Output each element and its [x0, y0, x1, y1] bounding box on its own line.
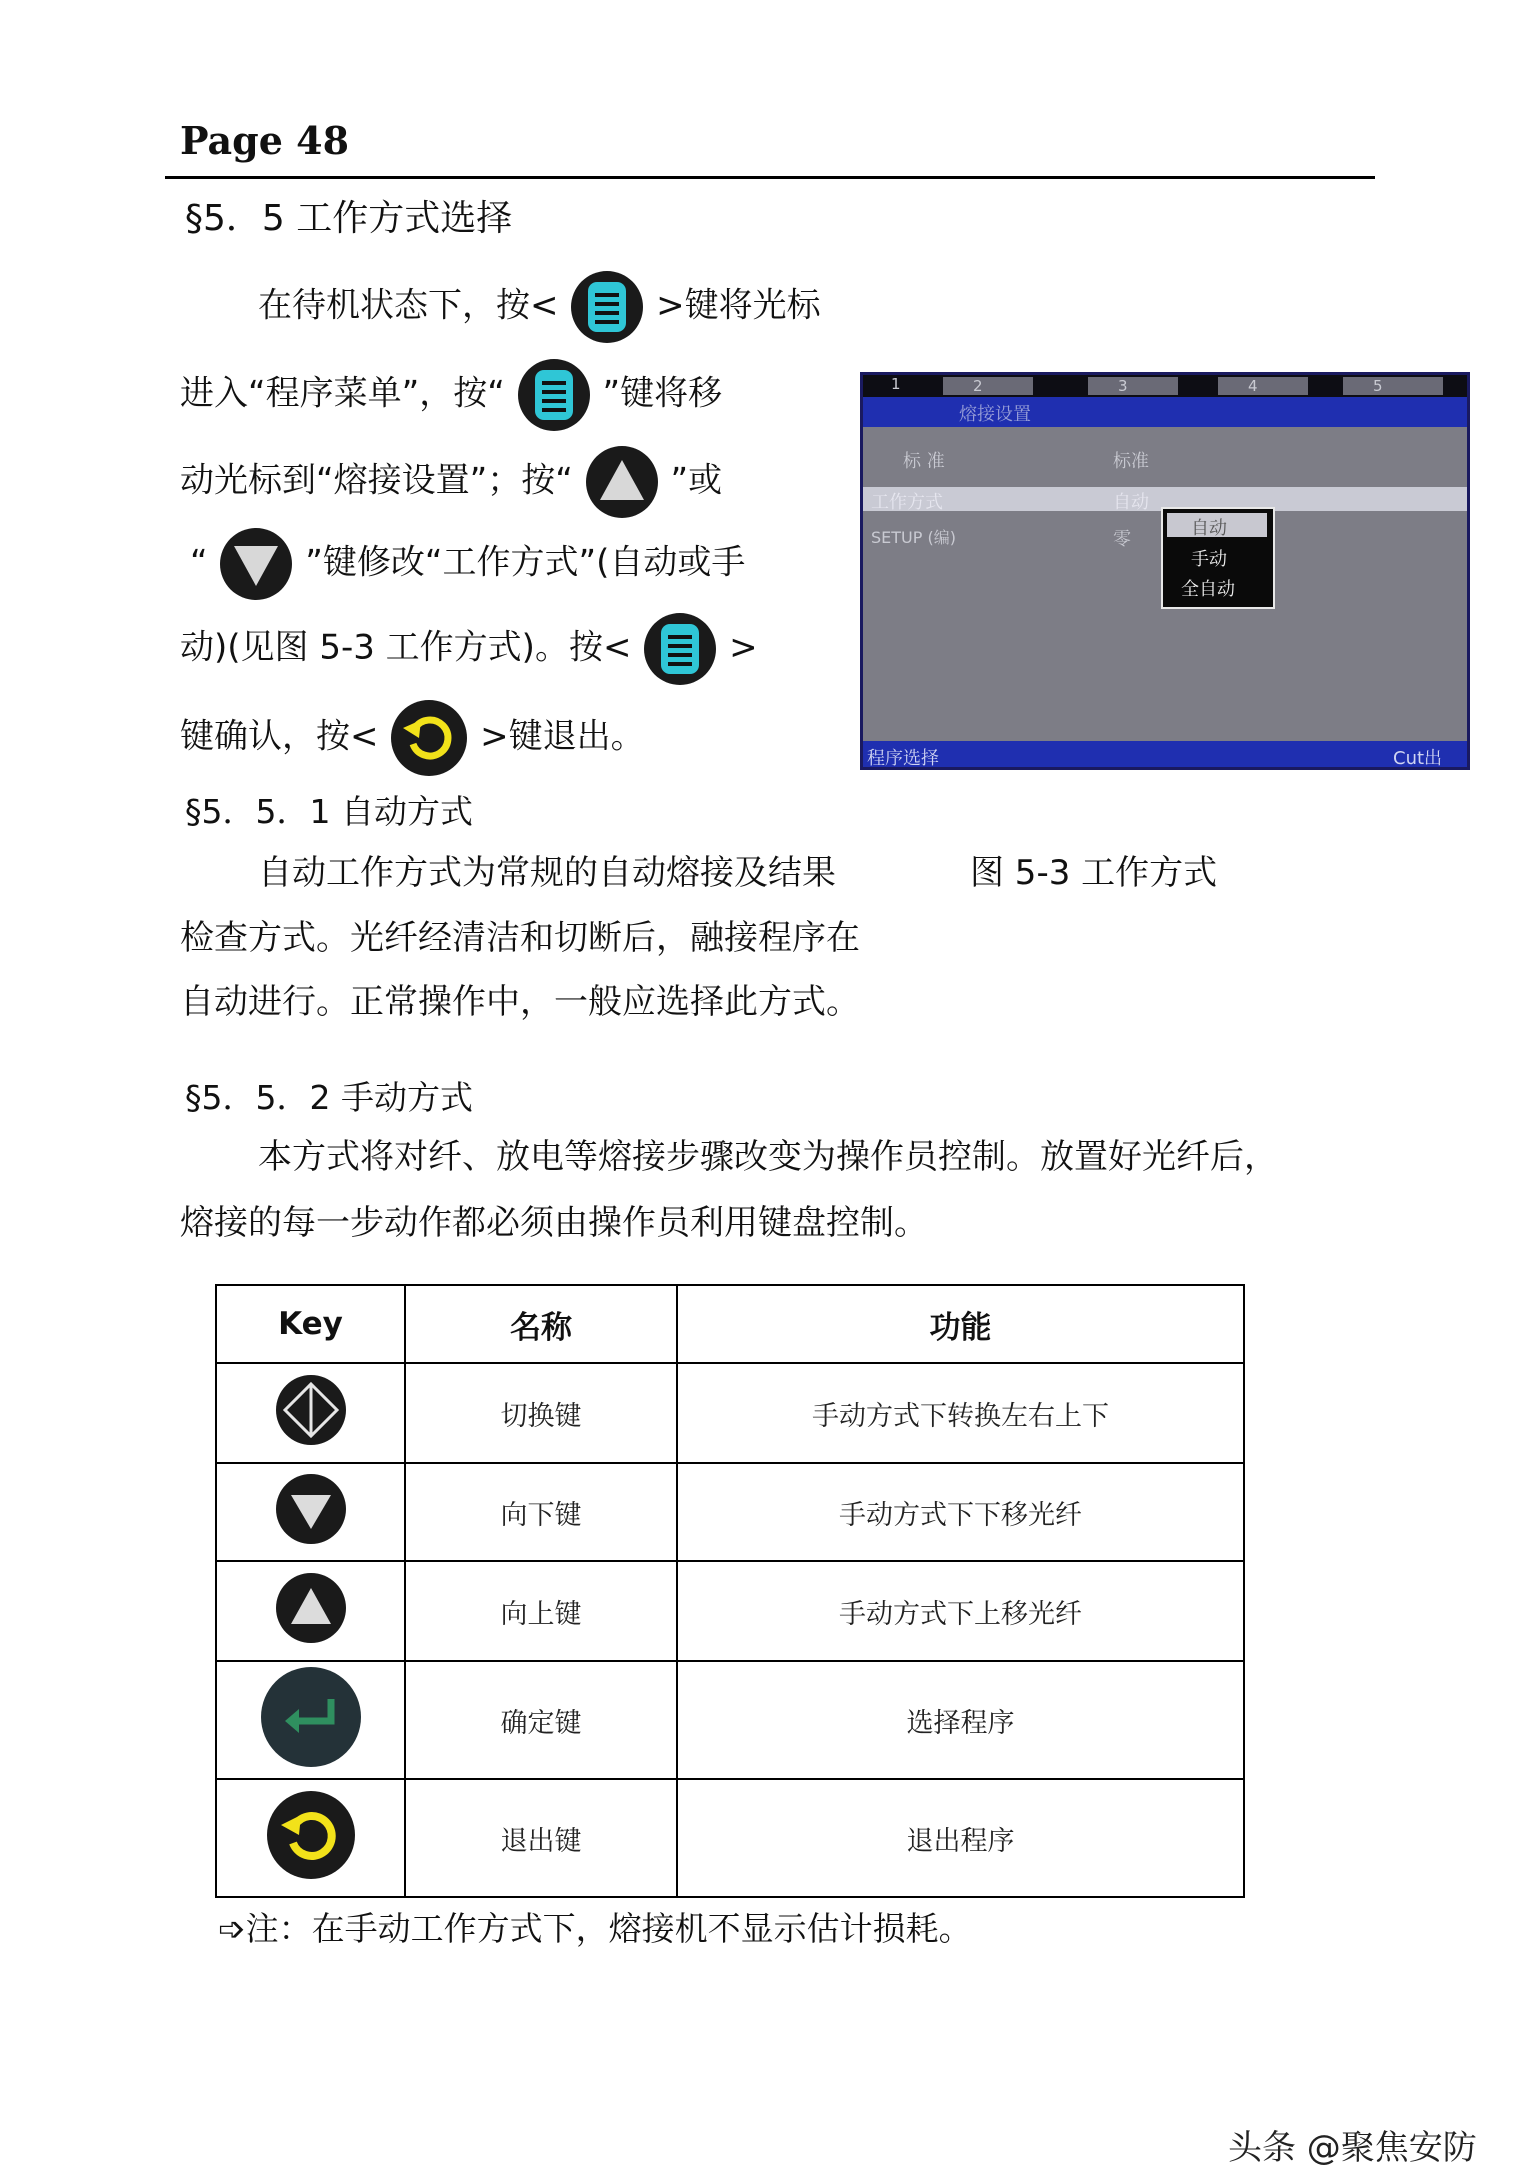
up-key-icon [584, 444, 660, 520]
table-header-name: 名称 [405, 1285, 677, 1363]
page-number: Page 48 [180, 118, 350, 163]
screen-selected-row: 工作方式 自动 [863, 487, 1467, 511]
manual-paragraph-line: 本方式将对纤、放电等熔接步骤改变为操作员控制。放置好光纤后， [258, 1137, 1278, 1177]
screen-row-value: 标准 [1113, 451, 1149, 472]
screen-tab-4: 4 [1218, 377, 1308, 395]
table-cell-name: 退出键 [405, 1779, 677, 1897]
table-header-function: 功能 [677, 1285, 1244, 1363]
table-cell-key [216, 1561, 405, 1661]
key-table [215, 1284, 1245, 1898]
screen-row-label: 标 准 [903, 451, 945, 472]
table-cell-name: 向下键 [405, 1463, 677, 1561]
intro-line-2: 进入“程序菜单”，按“ ”键将移 [180, 356, 722, 434]
screen-tab-strip [863, 375, 1467, 397]
table-cell-function: 手动方式下下移光纤 [677, 1463, 1244, 1561]
intro-line-5: 动)(见图 5-3 工作方式)。按< > [180, 610, 758, 688]
exit-key-icon [265, 1789, 357, 1881]
down-key-icon [218, 526, 294, 602]
exit-key-icon [389, 698, 469, 778]
screen-tab-1: 1 [891, 375, 901, 393]
table-cell-function: 手动方式下上移光纤 [677, 1561, 1244, 1661]
note-text: ➩注：在手动工作方式下，熔接机不显示估计损耗。 [218, 1909, 972, 1948]
table-row [216, 1363, 1244, 1463]
subsection-title-auto: §5．5．1 自动方式 [185, 792, 473, 831]
header-rule [165, 176, 1375, 179]
enter-key-icon [259, 1665, 363, 1769]
table-cell-function: 选择程序 [677, 1661, 1244, 1779]
switch-key-icon [273, 1372, 349, 1448]
table-header-key: Key [216, 1285, 405, 1363]
menu-key-icon [569, 268, 645, 346]
menu-key-icon [516, 356, 592, 434]
up-key-icon [273, 1570, 349, 1646]
device-screen [860, 372, 1470, 770]
table-cell-name: 确定键 [405, 1661, 677, 1779]
table-row [216, 1779, 1244, 1897]
table-cell-function: 手动方式下转换左右上下 [677, 1363, 1244, 1463]
menu-key-icon [642, 610, 718, 688]
watermark: 头条 @聚焦安防 [1228, 2128, 1477, 2168]
auto-paragraph-line: 检查方式。光纤经清洁和切断后，融接程序在 [180, 918, 860, 958]
table-row [216, 1661, 1244, 1779]
subsection-title-manual: §5．5．2 手动方式 [185, 1078, 473, 1117]
auto-paragraph-line: 自动进行。正常操作中，一般应选择此方式。 [180, 982, 860, 1022]
figure-caption: 图 5-3 工作方式 [970, 853, 1218, 893]
table-cell-key [216, 1779, 405, 1897]
screen-tab-3: 3 [1088, 377, 1178, 395]
table-cell-function: 退出程序 [677, 1779, 1244, 1897]
manual-paragraph-line: 熔接的每一步动作都必须由操作员利用键盘控制。 [180, 1203, 928, 1243]
dropdown-option[interactable]: 手动 [1191, 549, 1227, 570]
intro-line-1: 在待机状态下，按< >键将光标 [258, 268, 821, 346]
work-mode-dropdown[interactable] [1161, 507, 1275, 609]
table-cell-key [216, 1661, 405, 1779]
table-header-row [216, 1285, 1244, 1363]
screen-row-label: SETUP (编) [871, 528, 956, 547]
dropdown-option-selected[interactable]: 自动 [1167, 513, 1267, 537]
intro-line-3: 动光标到“熔接设置”；按“ ”或 [180, 444, 722, 520]
intro-line-6: 键确认，按< >键退出。 [180, 698, 645, 778]
auto-paragraph-line: 自动工作方式为常规的自动熔接及结果 [258, 853, 836, 893]
table-cell-name: 向上键 [405, 1561, 677, 1661]
table-cell-name: 切换键 [405, 1363, 677, 1463]
screen-footer: 程序选择 Cut出 [863, 741, 1467, 767]
table-cell-key [216, 1363, 405, 1463]
intro-line-4: “ ”键修改“工作方式”(自动或手 [190, 526, 745, 602]
down-key-icon [273, 1471, 349, 1547]
screen-tab-5: 5 [1343, 377, 1443, 395]
table-row [216, 1561, 1244, 1661]
screen-header: 熔接设置 [863, 397, 1467, 427]
section-title: §5．5 工作方式选择 [185, 198, 513, 239]
table-cell-key [216, 1463, 405, 1561]
screen-tab-2: 2 [943, 377, 1033, 395]
dropdown-option[interactable]: 全自动 [1181, 579, 1235, 600]
screen-row-value: 零 [1113, 529, 1131, 550]
table-row [216, 1463, 1244, 1561]
